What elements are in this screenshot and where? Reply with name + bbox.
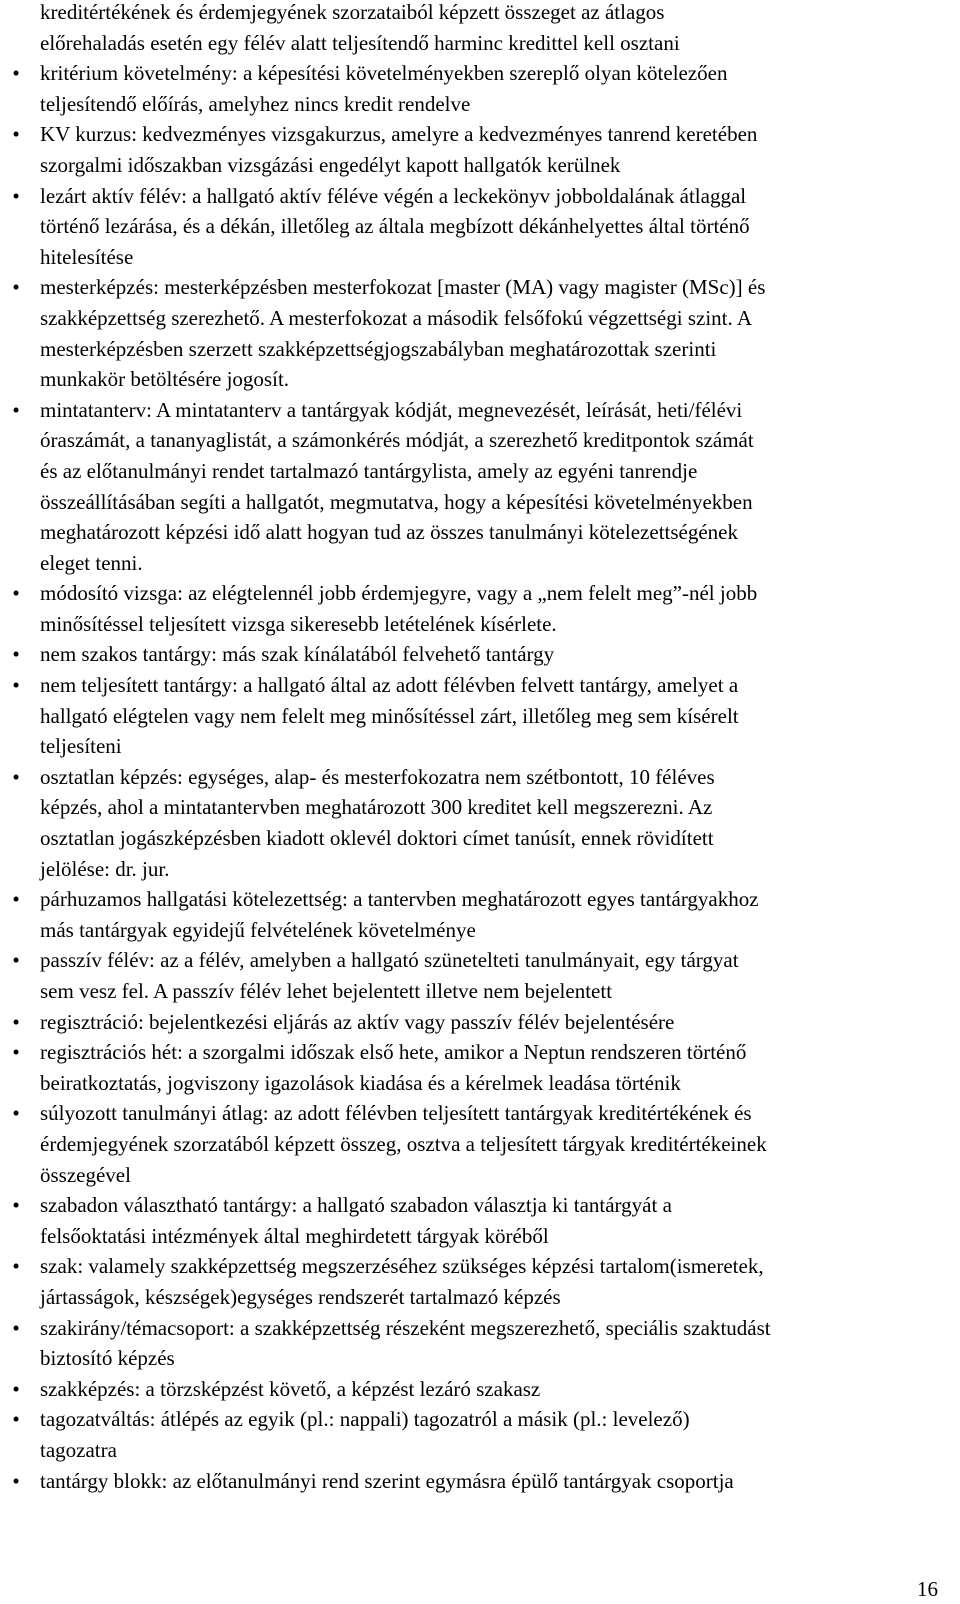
definition-text: KV kurzus: kedvezményes vizsgakurzus, amelyre a kedvezményes tanrend keretében szorgalmi időszakban vizsgázási engedélyt kapott hallgatók kerülnek	[40, 122, 758, 177]
bullet-icon: •	[12, 397, 20, 422]
definition-text: osztatlan képzés: egységes, alap- és mesterfokozatra nem szétbontott, 10 féléves képzés, ahol a mintatantervben meghatározott 300 kreditet kell megszerezni. Az osztatlan jogászképzésben kiadott oklevél doktori címet tanúsít, ennek rövidített jelölése: dr. jur.	[40, 764, 715, 881]
definition-item	[12, 1037, 944, 1098]
definition-item	[12, 1190, 944, 1251]
definition-text: mintatanterv: A mintatanterv a tantárgyak kódját, megnevezését, leírását, heti/félévi óraszámát, a tananyaglistát, a számonkérés módját, a szerezhető kreditpontok számát és az előtanulmányi rendet tartalmazó tantárgylista, amely az egyéni tanrendje összeállításában segíti a hallgatót, megmutatva, hogy a képesítési követelményekben meghatározott képzési idő alatt hogyan tud az összes tanulmányi kötelezettségének eleget tenni.	[40, 397, 754, 575]
definition-text: tagozatváltás: átlépés az egyik (pl.: nappali) tagozatról a másik (pl.: levelező) tagozatra	[40, 1407, 690, 1462]
bullet-icon: •	[12, 1407, 20, 1432]
definition-item	[12, 272, 944, 394]
definition-item	[12, 119, 944, 180]
bullet-icon: •	[12, 1040, 20, 1065]
definition-item	[12, 1374, 944, 1405]
definition-item	[12, 1404, 944, 1465]
definition-text: súlyozott tanulmányi átlag: az adott félévben teljesített tantárgyak kreditértékének és érdemjegyének szorzatából képzett összeg, osztva a teljesített tárgyak kreditértékeinek összegével	[40, 1101, 767, 1187]
bullet-icon: •	[12, 887, 20, 912]
bullet-icon: •	[12, 1376, 20, 1401]
bullet-icon: •	[12, 61, 20, 86]
definition-item	[12, 1251, 944, 1312]
definition-item	[12, 1098, 944, 1190]
definition-text: regisztráció: bejelentkezési eljárás az aktív vagy passzív félév bejelentésére	[40, 1009, 675, 1034]
definition-item	[12, 578, 944, 639]
definition-text: szakképzés: a törzsképzést követő, a képzést lezáró szakasz	[40, 1376, 541, 1401]
definition-text: lezárt aktív félév: a hallgató aktív féléve végén a leckekönyv jobboldalának átlaggal történő lezárása, és a dékán, illetőleg az általa megbízott dékánhelyettes által történő hitelesítése	[40, 183, 750, 269]
definition-text: szakirány/témacsoport: a szakképzettség részeként megszerezhető, speciális szaktudást biztosító képzés	[40, 1315, 771, 1371]
definition-text: regisztrációs hét: a szorgalmi időszak első hete, amikor a Neptun rendszeren történő beiratkoztatás, jogviszony igazolások kiadása és a kérelmek leadása történik	[40, 1040, 747, 1095]
bullet-icon: •	[12, 183, 20, 208]
page-body	[12, 0, 944, 1496]
definition-item	[12, 639, 944, 670]
definition-item	[12, 884, 944, 945]
bullet-icon: •	[12, 1009, 20, 1034]
bullet-icon: •	[12, 948, 20, 973]
bullet-icon: •	[12, 275, 20, 300]
bullet-icon: •	[12, 1315, 20, 1340]
definition-text: nem teljesített tantárgy: a hallgató által az adott félévben felvett tantárgy, amelyet a hallgató elégtelen vagy nem felelt meg minősítéssel zárt, illetőleg meg sem kísérelt teljesíteni	[40, 673, 739, 759]
definition-text: szak: valamely szakképzettség megszerzéséhez szükséges képzési tartalom(ismeretek, jártasságok, készségek)egységes rendszerét tartalmazó képzés	[40, 1254, 764, 1309]
definition-text: nem szakos tantárgy: más szak kínálatából felvehető tantárgy	[40, 642, 555, 667]
definition-item	[12, 181, 944, 273]
definition-text: mesterképzés: mesterképzésben mesterfokozat [master (MA) vagy magister (MSc)] és szakképzettség szerezhető. A mesterfokozat a második felsőfokú végzettségi szint. A mesterképzésben szerzett szakképzettségjogszabályban meghatározottak szerinti munkakör betöltésére jogosít.	[40, 275, 766, 392]
bullet-icon: •	[12, 581, 20, 606]
definition-text: kritérium követelmény: a képesítési követelményekben szereplő olyan kötelezően teljesítendő előírás, amelyhez nincs kredit rendelve	[40, 61, 728, 116]
definition-item	[12, 1007, 944, 1038]
bullet-icon: •	[12, 122, 20, 147]
continued-paragraph: kreditértékének és érdemjegyének szorzataiból képzett összeget az átlagos előrehaladás esetén egy félév alatt teljesítendő harminc kredittel kell osztani	[40, 0, 680, 55]
bullet-icon: •	[12, 673, 20, 698]
bullet-icon: •	[12, 1101, 20, 1126]
definition-item	[12, 395, 944, 579]
definition-list	[12, 58, 944, 1496]
definition-text: módosító vizsga: az elégtelennél jobb érdemjegyre, vagy a „nem felelt meg”-nél jobb minősítéssel teljesített vizsga sikeresebb letételének kísérlete.	[40, 581, 758, 636]
bullet-icon: •	[12, 1193, 20, 1218]
definition-item	[12, 762, 944, 884]
bullet-icon: •	[12, 642, 20, 667]
definition-item	[12, 58, 944, 119]
bullet-icon: •	[12, 764, 20, 789]
definition-text: szabadon választható tantárgy: a hallgató szabadon választja ki tantárgyát a felsőoktatási intézmények által meghirdetett tárgyak köréből	[40, 1193, 672, 1248]
definition-text: párhuzamos hallgatási kötelezettség: a tantervben meghatározott egyes tantárgyakhoz más tantárgyak egyidejű felvételének követelménye	[40, 887, 759, 942]
bullet-icon: •	[12, 1254, 20, 1279]
definition-item	[12, 670, 944, 762]
definition-item	[12, 1466, 944, 1497]
definition-text: tantárgy blokk: az előtanulmányi rend szerint egymásra épülő tantárgyak csoportja	[40, 1468, 734, 1493]
definition-item	[12, 945, 944, 1006]
page-number: 16	[917, 1577, 938, 1601]
definition-item	[12, 1313, 944, 1374]
definition-text: passzív félév: az a félév, amelyben a hallgató szünetelteti tanulmányait, egy tárgyat sem vesz fel. A passzív félév lehet bejelentett illetve nem bejelentett	[40, 948, 739, 1003]
bullet-icon: •	[12, 1468, 20, 1493]
